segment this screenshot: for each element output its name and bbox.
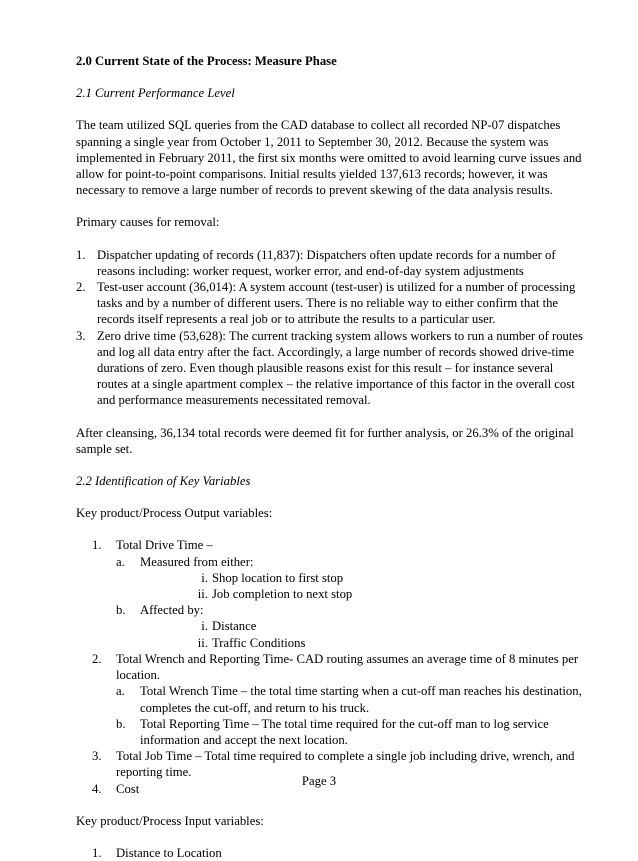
list-item-text: Total Wrench Time – the total time starting when a cut-off man reaches his destination, completes the cut-off, and return to his truck. (140, 684, 582, 715)
sub-list-item (116, 602, 584, 618)
list-marker: 3. (92, 749, 102, 764)
list-item-text: Affected by: (140, 603, 204, 618)
roman-sub-list (116, 570, 584, 602)
subsection-title-2-2: 2.2 Identification of Key Variables (76, 474, 251, 489)
list-marker: 1. (76, 247, 86, 262)
roman-list-item (116, 586, 584, 602)
list-marker: b. (116, 716, 126, 731)
list-item (92, 537, 584, 650)
list-marker: a. (116, 554, 125, 569)
list-item (76, 328, 584, 409)
roman-sub-list (116, 618, 584, 650)
page-content (76, 53, 584, 861)
list-marker: ii. (197, 635, 208, 650)
list-item-text: Cost (116, 781, 140, 796)
list-item-text: Total Drive Time – (116, 538, 213, 553)
roman-list-item (116, 570, 584, 586)
sub-list-item (116, 716, 584, 748)
list-item-text: Total Job Time – Total time required to complete a single job including drive, wrench, and reporting time. (116, 749, 575, 780)
input-variables-intro: Key product/Process Input variables: (76, 813, 264, 828)
removal-causes-list (76, 247, 584, 409)
list-item-text: Dispatcher updating of records (11,837): Dispatchers often update records for a number of reasons including: worker request, worker error, and end-of-day system adjustments (97, 247, 556, 278)
list-item-text: Measured from either: (140, 554, 254, 569)
causes-intro: Primary causes for removal: (76, 215, 220, 230)
list-marker: 1. (92, 538, 102, 553)
sub-list-item (116, 554, 584, 570)
section-heading: 2.0 Current State of the Process: Measure Phase (76, 54, 337, 68)
list-marker: i. (201, 619, 208, 634)
roman-list-item (116, 635, 584, 651)
list-item-text: Shop location to first stop (212, 570, 344, 585)
list-marker: 3. (76, 328, 86, 343)
performance-paragraph: The team utilized SQL queries from the CAD database to collect all recorded NP-07 dispatches spanning a single year from October 1, 2011 to September 30, 2012. Because the system was implemented in February 2011, the first six months were omitted to avoid learning curve issues and allow for point-to-point comparisons. Initial results yielded 137,613 records; however, it was necessary to remove a large number of records to prevent skewing of the data analysis results. (76, 118, 582, 198)
list-item (76, 247, 584, 279)
subsection-title-2-1: 2.1 Current Performance Level (76, 86, 235, 101)
list-item (76, 279, 584, 328)
page-number: Page 3 (301, 774, 337, 788)
list-marker: 1. (92, 845, 102, 860)
roman-list-item (116, 618, 584, 634)
list-marker: i. (201, 570, 208, 585)
list-marker: b. (116, 603, 126, 618)
list-item (92, 845, 584, 861)
output-variables-list (92, 537, 584, 796)
list-item-text: Zero drive time (53,628): The current tracking system allows workers to run a number of routes and log all data entry after the fact. Accordingly, a large number of records showed drive-time durations of zero. Even though plausible reasons exist for this result – for instance several routes at a single apartment complex – the relative importance of this factor in the overall cost and performance measurements necessitated removal. (97, 328, 583, 408)
list-item-text: Test-user account (36,014): A system account (test-user) is utilized for a number of processing tasks and by a number of different users. There is no reliable way to either confirm that the records itself represents a real job or to attribute the results to a particular user. (97, 280, 576, 327)
list-item-text: Traffic Conditions (212, 635, 306, 650)
list-marker: 4. (92, 781, 102, 796)
list-marker: 2. (76, 280, 86, 295)
output-variables-intro: Key product/Process Output variables: (76, 506, 273, 521)
input-variables-list (92, 845, 584, 861)
list-marker: 2. (92, 651, 102, 666)
cleansing-conclusion: After cleansing, 36,134 total records were deemed fit for further analysis, or 26.3% of the original sample set. (76, 425, 574, 456)
sub-list (116, 683, 584, 748)
list-item-text: Total Reporting Time – The total time required for the cut-off man to log service information and accept the next location. (140, 716, 549, 747)
sub-list (116, 602, 584, 618)
list-item (92, 651, 584, 748)
list-item-text: Distance (212, 619, 257, 634)
sub-list-item (116, 683, 584, 715)
list-item-text: Job completion to next stop (212, 587, 353, 602)
list-marker: a. (116, 684, 125, 699)
list-marker: ii. (197, 587, 208, 602)
sub-list (116, 554, 584, 570)
list-item-text: Distance to Location (116, 845, 222, 860)
list-item-text: Total Wrench and Reporting Time- CAD routing assumes an average time of 8 minutes per location. (116, 651, 579, 683)
